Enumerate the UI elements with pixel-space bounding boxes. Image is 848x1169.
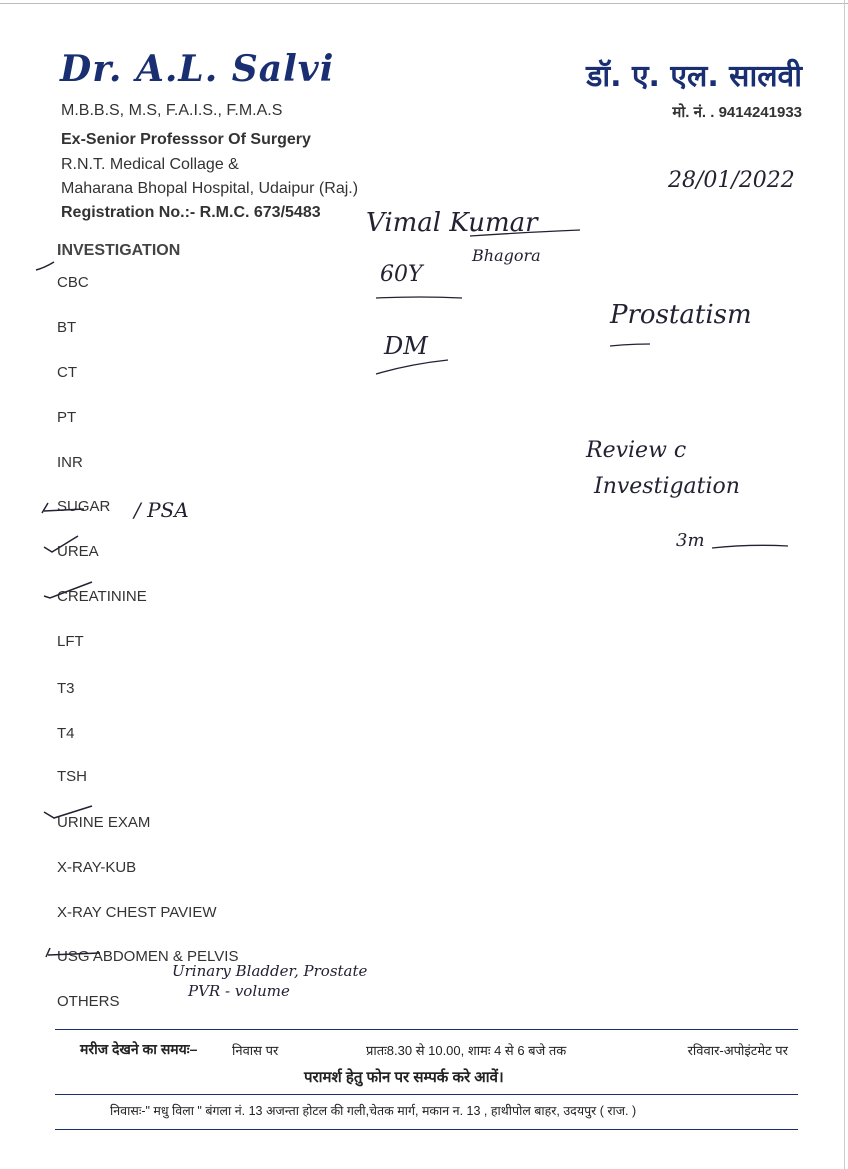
college-name: R.N.T. Medical Collage & — [61, 156, 239, 173]
tick-urine — [44, 806, 92, 818]
qualifications: M.B.B.S, M.S, F.A.I.S., F.M.A.S — [61, 102, 283, 119]
handwritten-signature: 3m — [676, 530, 705, 551]
handwritten-date: 28/01/2022 — [668, 168, 795, 193]
investigation-title: INVESTIGATION — [57, 242, 181, 259]
investigation-creatinine: CREATININE — [57, 588, 147, 605]
handwritten-usg-note-line2: PVR - volume — [188, 982, 290, 1000]
investigation-lft: LFT — [57, 633, 84, 650]
investigation-inr: INR — [57, 454, 83, 471]
investigation-others: OTHERS — [57, 993, 120, 1010]
footer-timing-label: मरीज देखने का समयः– — [80, 1041, 198, 1057]
tick-cbc — [36, 262, 54, 270]
underline-diagnosis — [610, 344, 650, 346]
underline-age — [376, 297, 462, 298]
handwritten-review-line1: Review c — [586, 438, 687, 463]
footer-sunday: रविवार-अपोइंटमेट पर — [687, 1043, 788, 1058]
investigation-pt: PT — [57, 409, 77, 426]
designation: Ex-Senior Professsor Of Surgery — [61, 131, 311, 148]
underline-dm — [376, 360, 448, 374]
tick-urea — [44, 536, 78, 552]
tick-sugar — [42, 503, 84, 513]
handwritten-usg-note-line1: Urinary Bladder, Prostate — [172, 962, 368, 980]
investigation-urine-exam: URINE EXAM — [57, 814, 151, 831]
handwritten-patient-name: Vimal Kumar — [366, 208, 538, 238]
footer-timing-place: निवास पर — [232, 1043, 279, 1058]
investigation-bt: BT — [57, 319, 77, 336]
hospital-name: Maharana Bhopal Hospital, Udaipur (Raj.) — [61, 180, 359, 197]
underline-signature — [712, 545, 788, 548]
handwritten-review-line2: Investigation — [594, 474, 740, 499]
investigation-ct: CT — [57, 364, 77, 381]
investigation-tsh: TSH — [57, 768, 87, 785]
footer-rule-bottom — [55, 1129, 798, 1130]
footer-phone-note: परामर्श हेतु फोन पर सम्पर्क करे आवें। — [304, 1069, 504, 1086]
investigation-cbc: CBC — [57, 274, 89, 291]
doctor-name: Dr. A.L. Salvi — [60, 48, 335, 90]
investigation-xray-chest: X-RAY CHEST PAVIEW — [57, 904, 217, 921]
handwritten-psa: / PSA — [134, 498, 189, 522]
investigation-t4: T4 — [57, 725, 75, 742]
investigation-xray-kub: X-RAY-KUB — [57, 859, 137, 876]
mobile-number: मो. नं. . 9414241933 — [672, 104, 802, 121]
investigation-usg: USG ABDOMEN & PELVIS — [57, 948, 239, 965]
footer-rule-middle — [55, 1094, 798, 1095]
handwritten-patient-surname: Bhagora — [472, 246, 541, 265]
footer-rule-top — [55, 1029, 798, 1030]
footer-timing-hours: प्रातः8.30 से 10.00, शामः 4 से 6 बजे तक — [366, 1043, 567, 1058]
handwritten-dm: DM — [384, 332, 428, 360]
handwritten-age: 60Y — [380, 262, 423, 287]
handwritten-diagnosis: Prostatism — [610, 300, 752, 330]
investigation-t3: T3 — [57, 680, 75, 697]
footer-address: निवासः-" मधु विला " बंगला नं. 13 अजन्ता होटल की गली,चेतक मार्ग, मकान न. 13 , हाथीपोल बाहर, उदयपुर ( राज. ) — [110, 1104, 637, 1118]
tick-creatinine — [44, 582, 92, 598]
doctor-name-hindi: डॉ. ए. एल. सालवी — [586, 59, 802, 94]
investigation-sugar: SUGAR — [57, 498, 111, 515]
registration-number: Registration No.:- R.M.C. 673/5483 — [61, 204, 321, 221]
investigation-urea: UREA — [57, 543, 99, 560]
tick-usg — [46, 948, 100, 957]
